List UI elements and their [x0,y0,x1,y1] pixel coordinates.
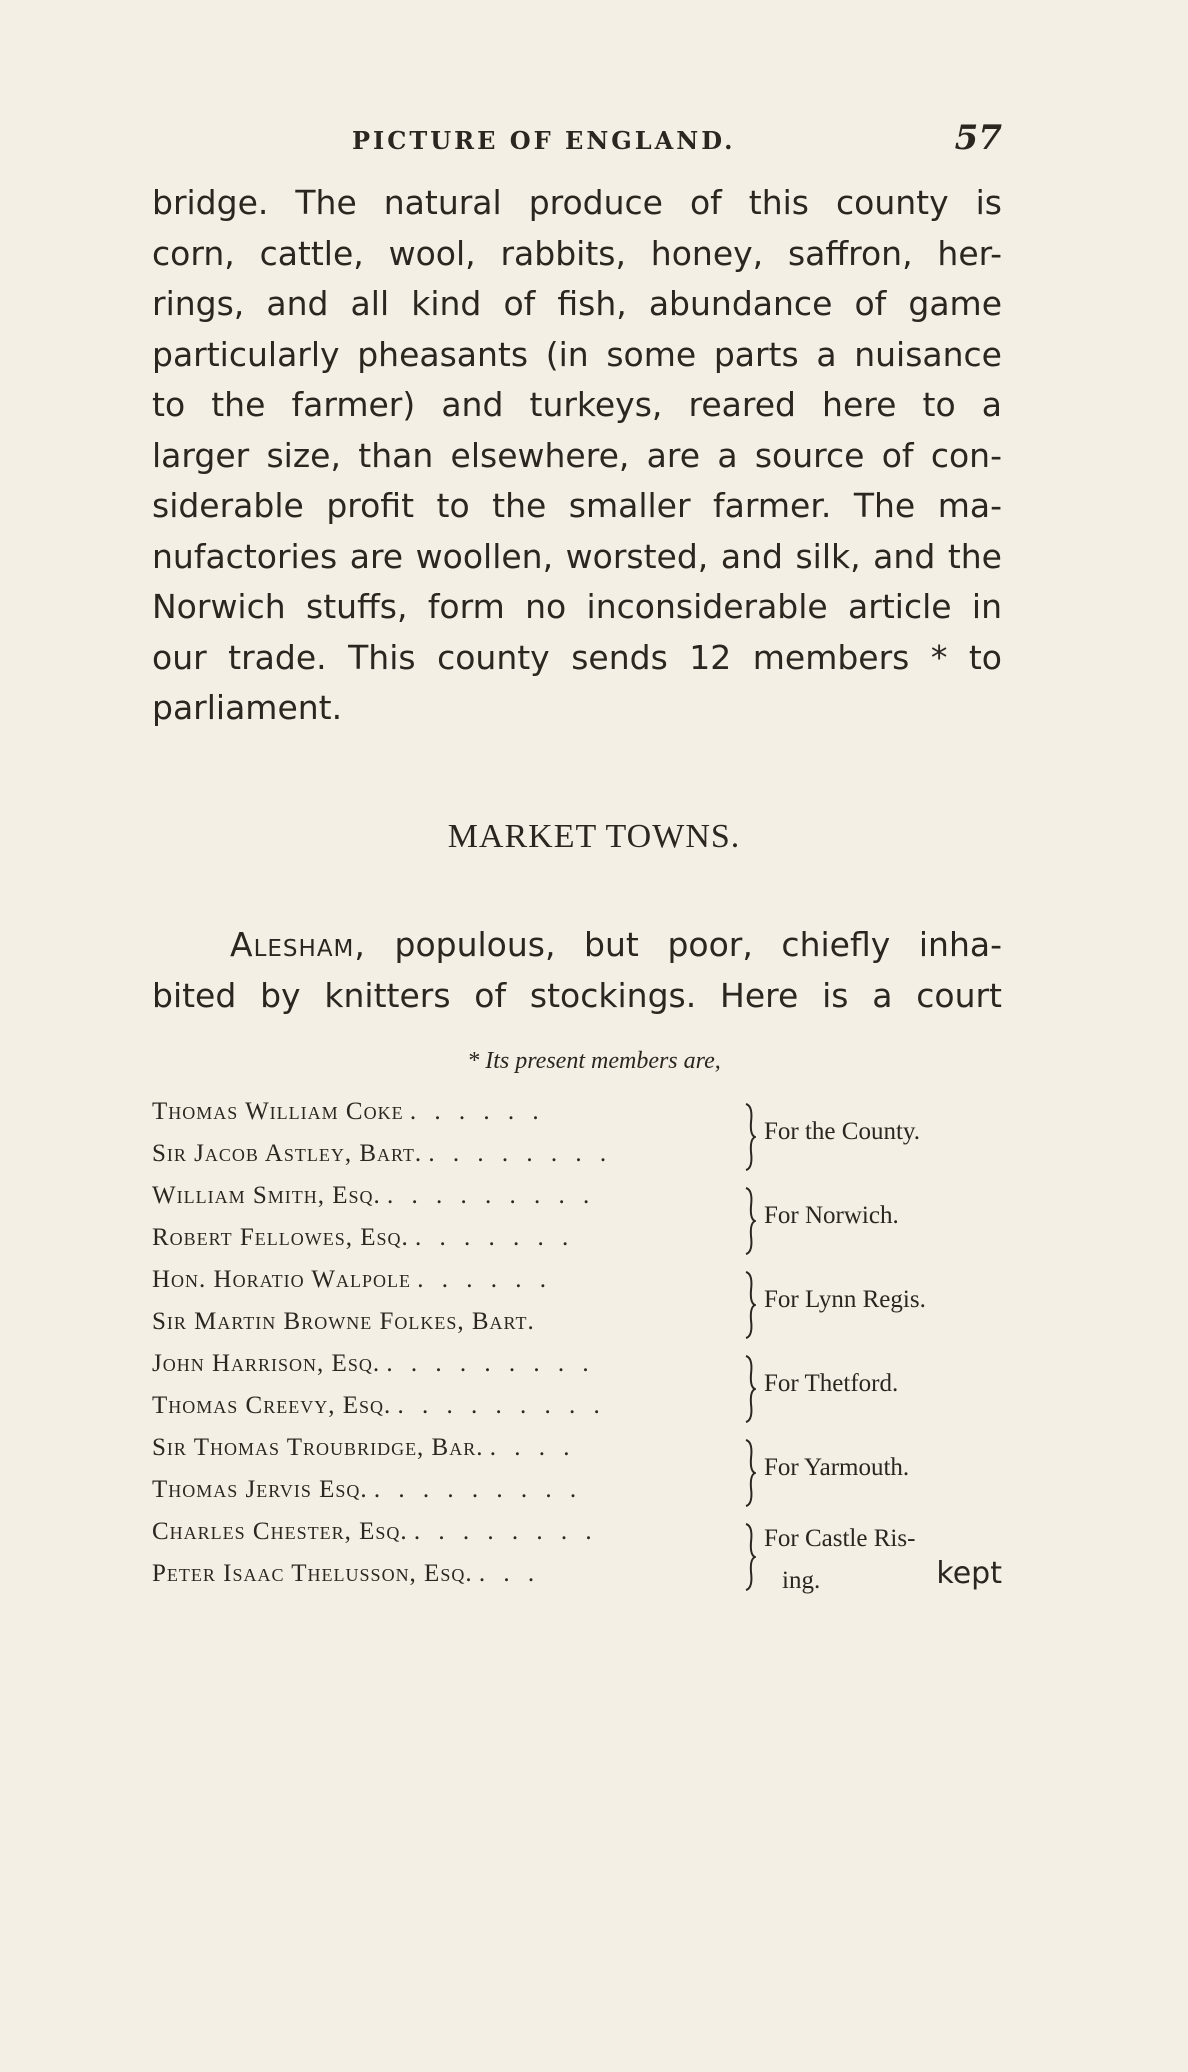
member-name: Sir Thomas Troubridge, Bar. [152,1434,484,1461]
footnote-heading: * Its present members are, [467,1048,721,1074]
member-entry: Thomas Jervis Esq. . . . . . . . . . [152,1476,583,1503]
page-number: 57 [954,118,1002,158]
constituency-label: For Norwich. [764,1202,899,1229]
brace-icon [744,1354,756,1424]
member-name: John Harrison, Esq. [152,1350,381,1377]
member-entry: John Harrison, Esq. . . . . . . . . . [152,1350,595,1377]
running-head [352,118,1002,158]
text-line: parliament. [152,688,343,727]
member-entry: Robert Fellowes, Esq. . . . . . . . [152,1224,575,1251]
brace-icon [744,1186,756,1256]
text-line: bridge. The natural produce of this county is [152,183,1002,222]
text-line: siderable profit to the smaller farmer. The ma- [152,486,1002,525]
member-entry: William Smith, Esq. . . . . . . . . . [152,1182,596,1209]
member-name: Hon. Horatio Walpole [152,1266,411,1293]
member-entry: Peter Isaac Thelusson, Esq. . . . [152,1560,541,1587]
running-head-title: PICTURE OF ENGLAND. [352,126,736,155]
member-group-county [152,1098,1012,1182]
member-entry: Sir Jacob Astley, Bart. . . . . . . . . [152,1140,613,1167]
members-list [152,1098,1012,1602]
brace-icon [744,1270,756,1340]
member-group-lynn [152,1266,1012,1350]
text-line: to the farmer) and turkeys, reared here to a [152,385,1002,424]
member-name: Thomas Jervis Esq. [152,1476,368,1503]
text-line: particularly pheasants (in some parts a nuisance [152,334,1002,374]
town-name: Alesham, [230,925,366,964]
text-fragment: populous, but poor, chiefly inha- [394,925,1002,964]
constituency-label: For Lynn Regis. [764,1286,926,1313]
paragraph-produce [152,178,1002,734]
section-heading: MARKET TOWNS. [447,818,741,855]
member-name: William Smith, Esq. [152,1182,381,1209]
constituency-label: For Thetford. [764,1370,899,1397]
member-name: Sir Martin Browne Folkes, Bart. [152,1308,535,1335]
member-entry: Sir Thomas Troubridge, Bar. . . . . [152,1434,576,1461]
text-line: nufactories are woollen, worsted, and silk, and the [152,536,1002,576]
text-line [152,920,1002,971]
member-name: Thomas Creevy, Esq. [152,1392,392,1419]
brace-icon [744,1438,756,1508]
brace-icon [744,1102,756,1172]
member-entry [152,1308,742,1346]
member-entry: Thomas William Coke . . . . . . [152,1098,545,1125]
member-name: Charles Chester, Esq. [152,1518,408,1545]
text-line: rings, and all kind of fish, abundance of game [152,284,1002,323]
member-entry: Hon. Horatio Walpole . . . . . . [152,1266,552,1293]
member-name: Robert Fellowes, Esq. [152,1224,409,1251]
member-name: Sir Jacob Astley, Bart. [152,1140,423,1167]
member-group-norwich [152,1182,1012,1266]
member-name: Thomas William Coke [152,1098,404,1125]
member-group-castle-rising [152,1518,1012,1602]
brace-icon [744,1522,756,1592]
member-group-thetford [152,1350,1012,1434]
text-line: Norwich stuffs, form no inconsiderable article in [152,587,1002,626]
text-line: corn, cattle, wool, rabbits, honey, saffron, her- [152,233,1002,273]
member-entry: Thomas Creevy, Esq. . . . . . . . . . [152,1392,606,1419]
text-line: larger size, than elsewhere, are a source of con- [152,435,1002,475]
member-group-yarmouth [152,1434,1012,1518]
label-line: For Castle Ris- [764,1525,916,1552]
member-entry: Charles Chester, Esq. . . . . . . . . [152,1518,598,1545]
text-line: our trade. This county sends 12 members * to [152,637,1002,677]
constituency-label: For Yarmouth. [764,1454,910,1481]
text-line: bited by knitters of stockings. Here is a court [152,975,1002,1015]
paragraph-alesham [152,920,1002,1021]
catchword: kept [936,1556,1002,1591]
label-line: ing. [782,1567,821,1594]
member-name: Peter Isaac Thelusson, Esq. [152,1560,473,1587]
constituency-label: For the County. [764,1118,921,1145]
constituency-label [764,1518,915,1602]
